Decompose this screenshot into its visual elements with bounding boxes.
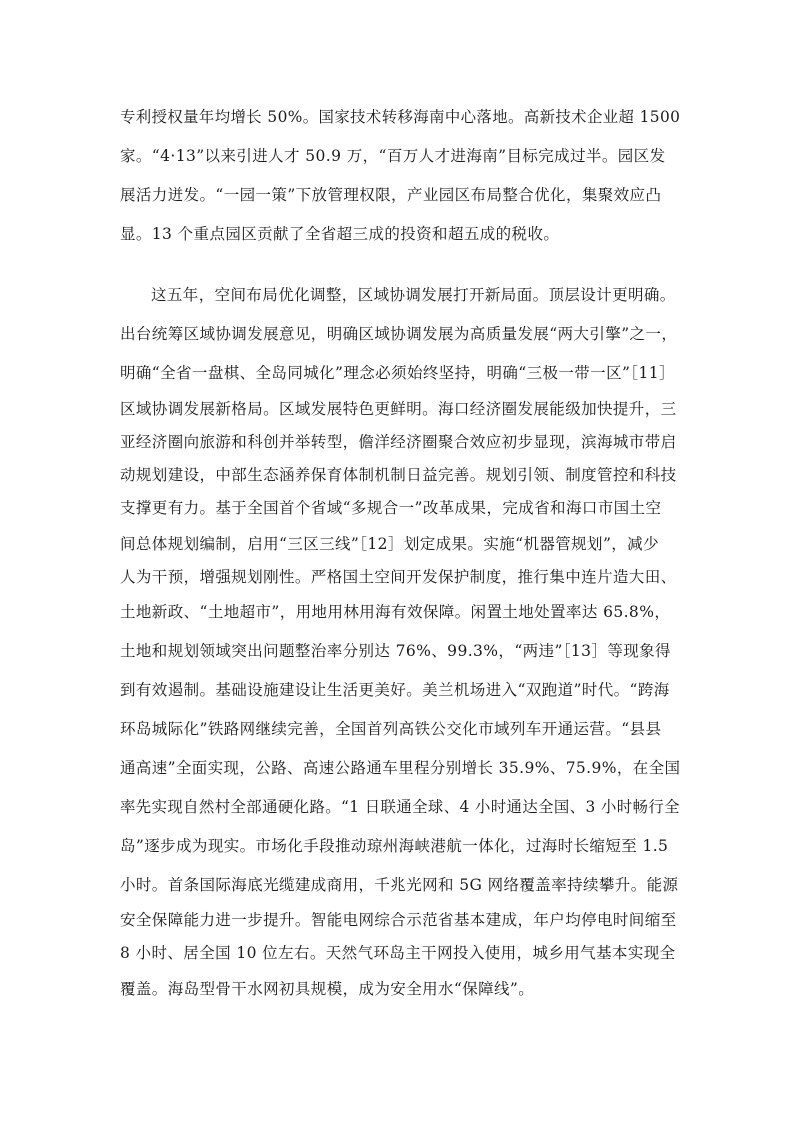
paragraph-line: 显。13 个重点园区贡献了全省超三成的投资和超五成的税收。 [120,225,560,243]
paragraph-line: 展活力迸发。“一园一策”下放管理权限，产业园区布局整合优化，集聚效应凸 [120,186,662,204]
paragraph-line: 环岛城际化”铁路网继续完善，全国首列高铁公交化市域列车开通运营。“县县 [120,720,662,738]
paragraph-line: 亚经济圈向旅游和科创并举转型，儋洋经济圈聚合效应初步显现，滨海城市带启 [120,433,677,451]
paragraph-line: 土地和规划领域突出问题整治率分别达 76%、99.3%，“两违”［13］等现象得 [120,642,671,660]
paragraph-line: 土地新政、“土地超市”，用地用林用海有效保障。闲置土地处置率达 65.8%， [120,603,671,621]
paragraph-line: 支撑更有力。基于全国首个省域“多规合一”改革成果，完成省和海口市国土空 [120,499,662,517]
paragraph-line: 动规划建设，中部生态涵养保育体制机制日益完善。规划引领、制度管控和科技 [120,466,677,484]
paragraph-line: 岛”逐步成为现实。市场化手段推动琼州海峡港航一体化，过海时长缩短至 1.5 [120,837,669,855]
paragraph-line: 覆盖。海岛型骨干水网初具规模，成为安全用水“保障线”。 [120,980,535,998]
paragraph-line: 家。“4·13”以来引进人才 50.9 万，“百万人才进海南”目标完成过半。园区发 [120,147,666,165]
paragraph-line: 这五年，空间布局优化调整，区域协调发展打开新局面。顶层设计更明确。 [151,286,676,304]
paragraph-line: 明确“全省一盘棋、全岛同城化”理念必须始终坚持，明确“三极一带一区”［11］ [120,364,675,382]
paragraph-line: 专利授权量年均增长 50%。国家技术转移海南中心落地。高新技术企业超 1500 [120,108,681,126]
paragraph-line: 安全保障能力进一步提升。智能电网综合示范省基本建成，年户均停电时间缩至 [120,911,677,929]
paragraph-line: 8 小时、居全国 10 位左右。天然气环岛主干网投入使用，城乡用气基本实现全 [120,944,676,962]
paragraph-line: 出台统筹区域协调发展意见，明确区域协调发展为高质量发展“两大引擎”之一， [120,325,678,343]
paragraph-line: 人为干预，增强规划刚性。严格国土空间开发保护制度，推行集中连片造大田、 [120,568,677,586]
paragraph-line: 小时。首条国际海底光缆建成商用，千兆光网和 5G 网络覆盖率持续攀升。能源 [120,876,679,894]
paragraph-line: 区域协调发展新格局。区域发展特色更鲜明。海口经济圈发展能级加快提升，三 [120,400,677,418]
paragraph-line: 通高速”全面实现，公路、高速公路通车里程分别增长 35.9%、75.9%，在全国 [120,759,681,777]
paragraph-line: 间总体规划编制，启用“三区三线”［12］划定成果。实施“机器管规划”，减少 [120,535,659,553]
paragraph-line: 到有效遏制。基础设施建设让生活更美好。美兰机场进入“双跑道”时代。“跨海 [120,681,670,699]
paragraph-line: 率先实现自然村全部通硬化路。“1 日联通全球、4 小时通达全国、3 小时畅行全 [120,798,680,816]
